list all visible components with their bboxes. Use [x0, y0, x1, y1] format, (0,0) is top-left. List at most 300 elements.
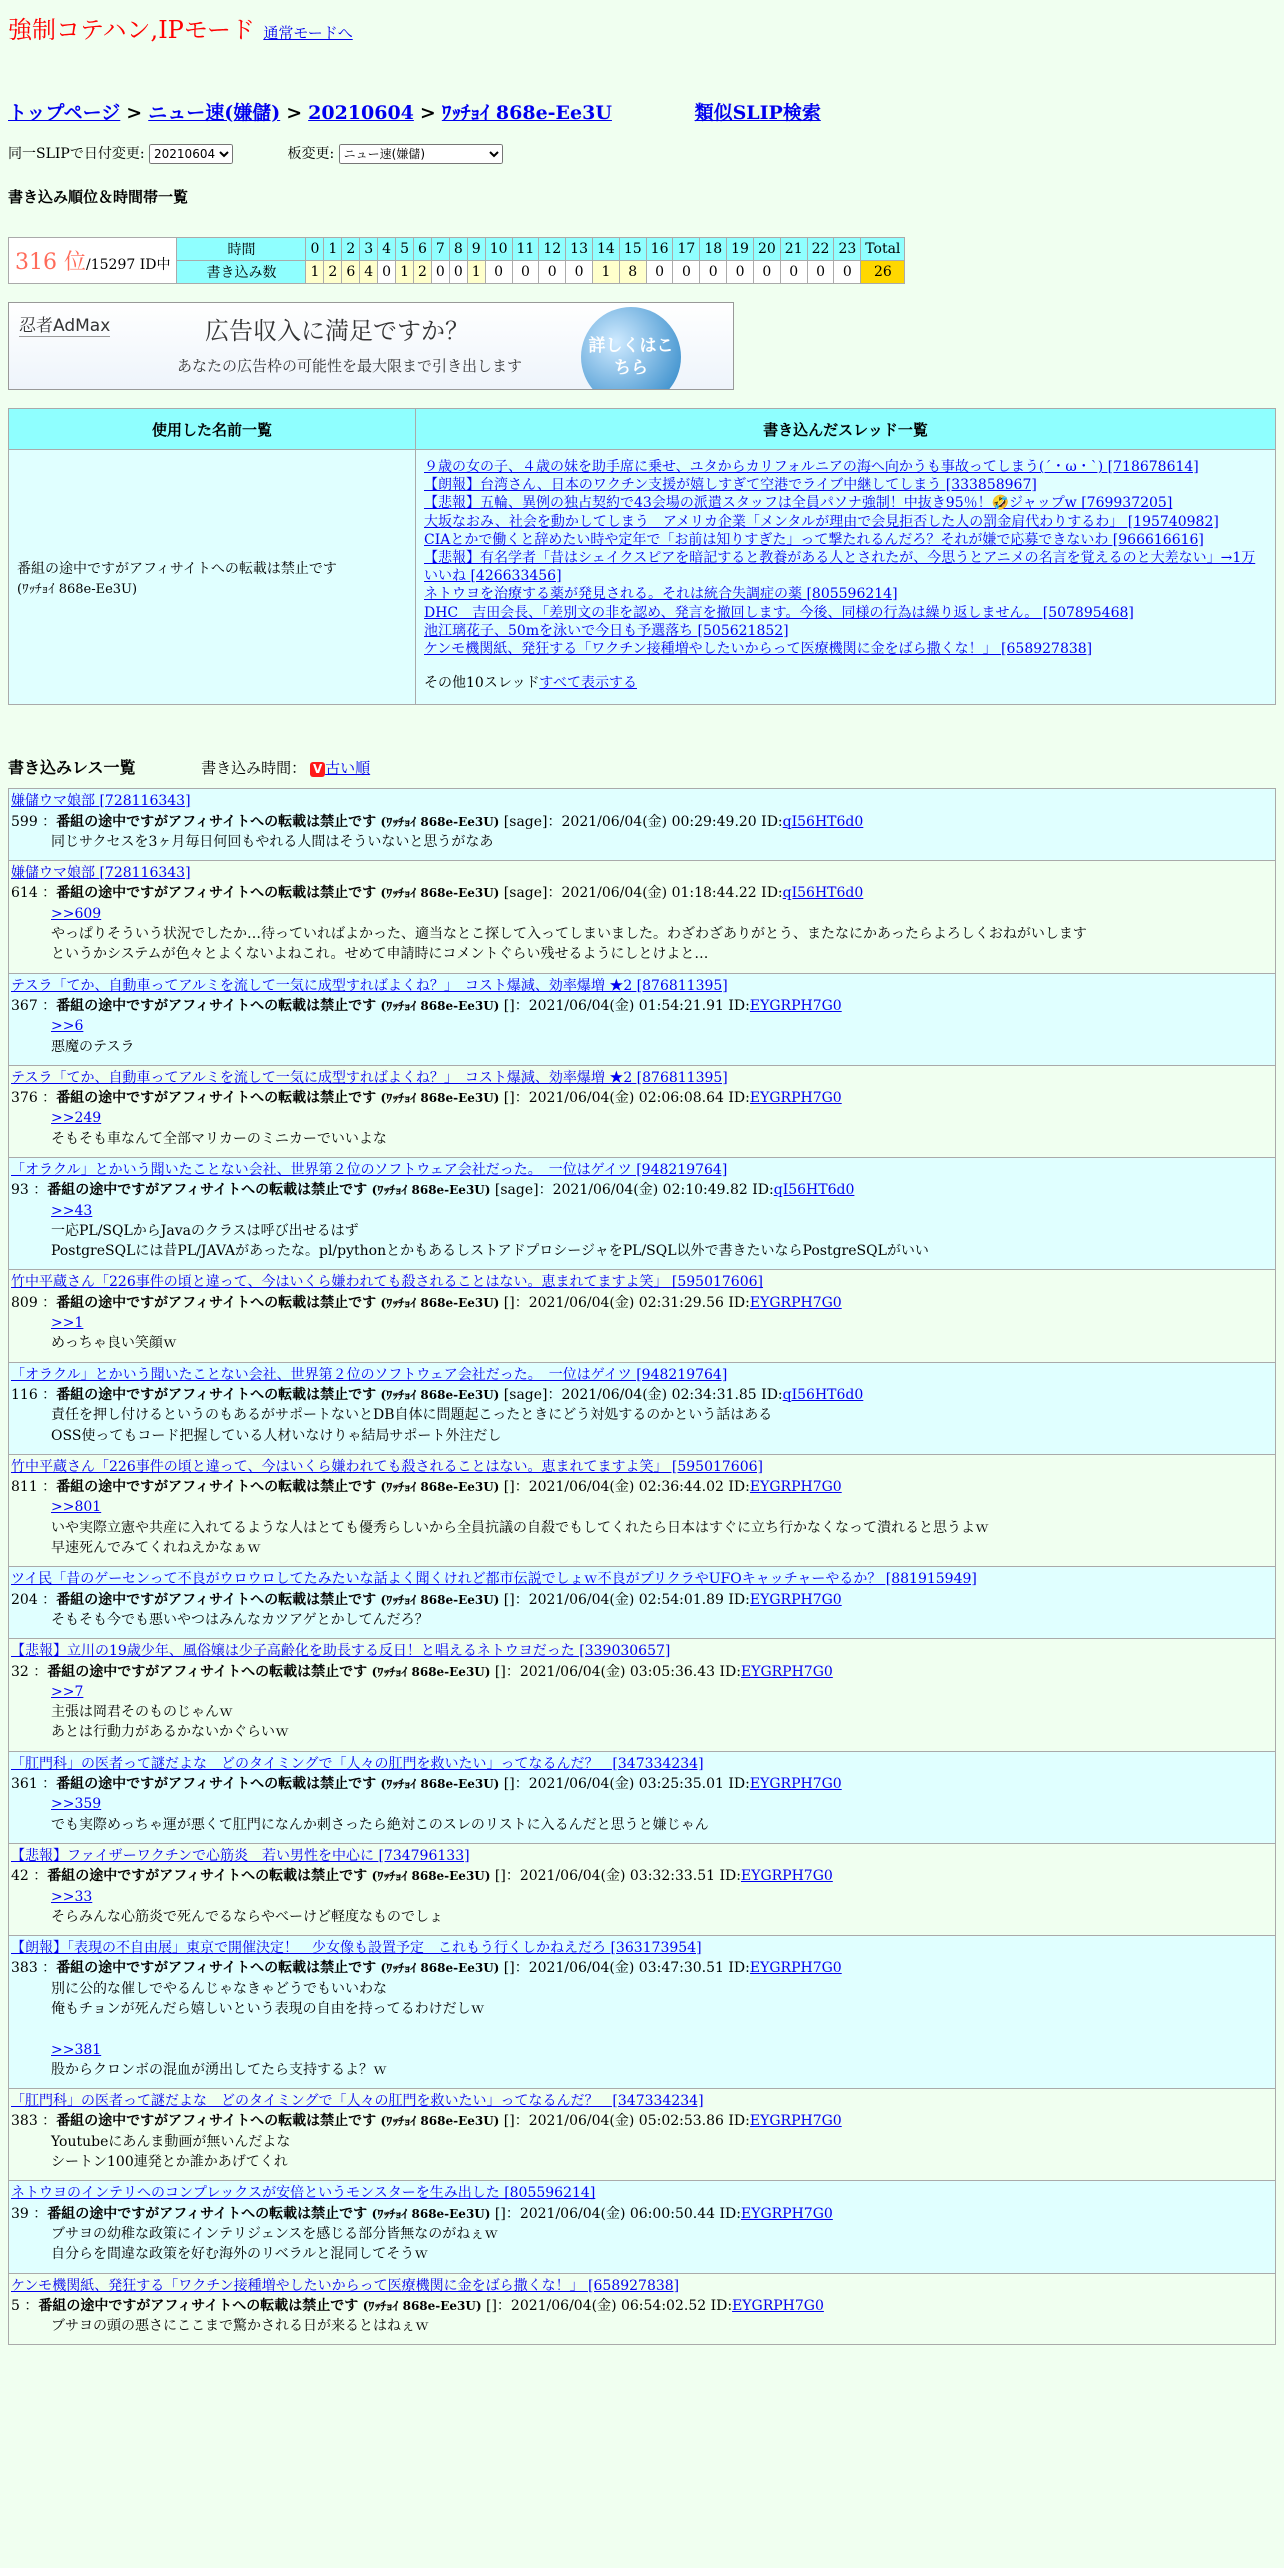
thread-link[interactable]: DHC 吉田会長、「差別文の非を認め、発言を撤回します。今後、同様の行為は繰り返しません。 [507895468]: [424, 604, 1134, 621]
hourly-post-table: [8, 237, 905, 284]
post-trip: (ﾜｯﾁｮｲ 868e-Ee3U): [380, 998, 500, 1013]
post-date-prefix: ：: [505, 1868, 520, 1885]
reply-anchor-link[interactable]: >>359: [51, 1796, 102, 1813]
post-name: 番組の途中ですがアフィサイトへの転載は禁止です: [56, 2113, 377, 2130]
post-id-prefix: ID:: [728, 997, 750, 1014]
post-name: 番組の途中ですがアフィサイトへの転載は禁止です: [56, 1479, 377, 1496]
thread-link[interactable]: ケンモ機関紙、発狂する「ワクチン接種増やしたいからって医療機関に金をばら撒くな！」 [658927838]: [424, 640, 1093, 657]
post-list: [8, 788, 1276, 2345]
used-name-id: (ﾜｯﾁｮｲ 868e-Ee3U): [17, 581, 138, 597]
post-body-line: 自分らを間違な政策を好む海外のリベラルと混同してそうｗ: [51, 2246, 429, 2263]
reply-anchor-link[interactable]: >>33: [51, 1888, 93, 1905]
post-id-link[interactable]: EYGRPH7G0: [749, 1294, 842, 1311]
post-body-line: 責任を押し付けるというのもあるがサポートないとDB自体に問題起こったときにどう対処するのかという話はある: [51, 1407, 773, 1424]
hour-cell: 0: [306, 238, 324, 261]
post-body-line: 悪魔のテスラ: [51, 1038, 135, 1055]
post-number: 42: [11, 1868, 29, 1885]
count-cell: 0: [700, 261, 727, 284]
post-id-link[interactable]: EYGRPH7G0: [749, 1960, 842, 1977]
count-cell: 0: [753, 261, 780, 284]
post-thread-link[interactable]: 「オラクル」とかいう聞いたことない会社、世界第２位のソフトウェア会社だった。 一位はゲイツ [948219764]: [11, 1366, 728, 1383]
date-change-label: 同一SLIPで日付変更:: [8, 146, 145, 162]
post-date-prefix: ：: [514, 2113, 529, 2130]
count-cell: 0: [449, 261, 467, 284]
post-body-line: そもそも今でも悪いやつはみんなカツアゲとかしてんだろ？: [51, 1611, 429, 1628]
similar-slip-search-link[interactable]: 類似SLIP検索: [694, 102, 821, 124]
post-name: 番組の途中ですがアフィサイトへの転載は禁止です: [56, 1960, 377, 1977]
count-cell: 0: [566, 261, 593, 284]
count-cell: 8: [619, 261, 646, 284]
reply-anchor-link[interactable]: >>7: [51, 1683, 84, 1700]
post-id-link[interactable]: EYGRPH7G0: [749, 997, 842, 1014]
post-body: [11, 1201, 1273, 1262]
count-cell: 0: [780, 261, 807, 284]
count-cell: 0: [431, 261, 449, 284]
post-trip: (ﾜｯﾁｮｲ 868e-Ee3U): [380, 1592, 500, 1607]
hour-cell: 4: [378, 238, 396, 261]
post-thread-link[interactable]: 【悲報】ファイザーワクチンで心筋炎 若い男性を中心に [734796133]: [11, 1847, 470, 1864]
thread-link[interactable]: 【悲報】五輪、異例の独占契約で43会場の派遣スタッフは全員パソナ強制！中抜き95％！🤣ジャップw [769937205]: [424, 495, 1173, 512]
mode-title: 強制コテハン,IPモード: [8, 16, 255, 44]
post-item: [8, 1065, 1276, 1158]
used-name: 番組の途中ですがアフィサイトへの転載は禁止です: [17, 560, 337, 577]
names-header: 使用した名前一覧: [9, 409, 416, 450]
ad-headline: 広告収入に満足ですか？: [205, 317, 469, 345]
count-cell: 4: [360, 261, 378, 284]
post-body-line: そらみんな心筋炎で死んでるならやべーけど軽度なものでしょ: [51, 1908, 443, 1925]
post-body: [11, 1979, 1273, 2080]
count-cell: 0: [485, 261, 512, 284]
date-select[interactable]: [149, 144, 233, 164]
post-id-link[interactable]: EYGRPH7G0: [749, 1591, 842, 1608]
post-mail: []: [503, 1479, 515, 1496]
threads-more-prefix: その他10スレッド: [424, 675, 540, 692]
post-number: 376: [11, 1090, 38, 1107]
post-header: 32 ：番組の途中ですがアフィサイトへの転載は禁止です (ﾜｯﾁｮｲ 868e-Ee3U) []：2021/06/04(金) 03:05:36.43 ID:EYGRPH7G0: [11, 1663, 833, 1680]
post-thread-link[interactable]: 「肛門科」の医者って謎だよな どのタイミングで「人々の肛門を救いたい」ってなるんだ？ [347334234]: [11, 2093, 704, 2110]
hour-cell: 15: [619, 238, 646, 261]
post-body: [11, 1497, 1273, 1558]
post-item: [8, 1935, 1276, 2089]
post-date-prefix: ：: [505, 1663, 520, 1680]
post-date-prefix: ：: [514, 1090, 529, 1107]
post-date: 2021/06/04(金) 03:25:35.01: [528, 1776, 724, 1793]
post-number: 93: [11, 1182, 29, 1199]
rank-total: /15297 ID中: [86, 257, 171, 273]
post-date-prefix: ：: [514, 1960, 529, 1977]
post-number: 39: [11, 2205, 29, 2222]
post-date: 2021/06/04(金) 06:00:50.44: [519, 2205, 716, 2222]
post-body-line: OSS使ってもコード把握している人材いなけりゃ結局サポート外注だし: [51, 1427, 502, 1444]
post-number: 367: [11, 997, 38, 1014]
post-thread-link[interactable]: ケンモ機関紙、発狂する「ワクチン接種増やしたいからって医療機関に金をばら撒くな！」 [658927838]: [11, 2277, 680, 2294]
post-thread-link[interactable]: ツイ民「昔のゲーセンって不良がウロウロしてたみたいな話よく聞くけれど都市伝説でしょｗ不良がプリクラやUFOキャッチャーやるか？ [881915949]: [11, 1571, 977, 1588]
post-date: 2021/06/04(金) 00:29:49.20: [561, 813, 757, 830]
post-thread-link[interactable]: 「肛門科」の医者って謎だよな どのタイミングで「人々の肛門を救いたい」ってなるんだ？ [347334234]: [11, 1755, 704, 1772]
post-body-line: 同じサクセスを3ヶ月毎日何回もやれる人間はそういないと思うがなあ: [51, 833, 494, 850]
post-item: [8, 973, 1276, 1066]
thread-link[interactable]: 大坂なおみ、社会を動かしてしまう アメリカ企業「メンタルが理由で会見拒否した人の罰金肩代わりするわ」 [195740982]: [424, 513, 1219, 530]
hour-cell: 22: [807, 238, 834, 261]
post-mail: []: [494, 1663, 506, 1680]
post-date: 2021/06/04(金) 03:47:30.51: [528, 1960, 724, 1977]
post-body: [11, 1313, 1273, 1354]
post-number: 32: [11, 1663, 29, 1680]
post-date: 2021/06/04(金) 02:34:31.85: [561, 1386, 757, 1403]
post-trip: (ﾜｯﾁｮｲ 868e-Ee3U): [380, 1961, 500, 1976]
post-date: 2021/06/04(金) 02:36:44.02: [528, 1479, 724, 1496]
count-cell: 1: [593, 261, 620, 284]
post-number: 204: [11, 1591, 38, 1608]
reply-anchor-link[interactable]: >>801: [51, 1499, 102, 1516]
post-id-link[interactable]: qI56HT6d0: [782, 885, 864, 902]
post-item: [8, 1269, 1276, 1362]
post-mail: []: [503, 997, 515, 1014]
post-date-prefix: ：: [496, 2297, 511, 2314]
post-thread-link[interactable]: 嫌儲ウマ娘部 [728116343]: [11, 865, 191, 882]
crumb-board[interactable]: ニュー速(嫌儲): [148, 102, 281, 124]
post-header: 383 ：番組の途中ですがアフィサイトへの転載は禁止です (ﾜｯﾁｮｲ 868e-Ee3U) []：2021/06/04(金) 05:02:53.86 ID:EYGRPH7G0: [11, 2113, 842, 2130]
post-id-prefix: ID:: [710, 2297, 733, 2314]
post-name: 番組の途中ですがアフィサイトへの転載は禁止です: [56, 813, 377, 830]
post-header: 42 ：番組の途中ですがアフィサイトへの転載は禁止です (ﾜｯﾁｮｲ 868e-Ee3U) []：2021/06/04(金) 03:32:33.51 ID:EYGRPH7G0: [11, 1868, 833, 1885]
post-id-prefix: ID:: [761, 813, 783, 830]
post-date-prefix: ：: [505, 2205, 520, 2222]
post-body-line: ブサヨの頭の悪さにここまで驚かされる日が来るとはねぇｗ: [51, 2318, 429, 2335]
post-body-line: いや実際立憲や共産に入れてるような人はとても優秀らしいから全員抗議の自殺でもしてくれたら日本はすぐに立ち行かなくなって潰れると思うよｗ: [51, 1519, 989, 1536]
time-row-label: 時間: [177, 238, 306, 261]
post-id-link[interactable]: EYGRPH7G0: [749, 1479, 842, 1496]
post-date: 2021/06/04(金) 01:54:21.91: [528, 997, 724, 1014]
post-header: 204 ：番組の途中ですがアフィサイトへの転載は禁止です (ﾜｯﾁｮｲ 868e-Ee3U) []：2021/06/04(金) 02:54:01.89 ID:EYGRPH7G0: [11, 1591, 842, 1608]
post-header: 811 ：番組の途中ですがアフィサイトへの転載は禁止です (ﾜｯﾁｮｲ 868e-Ee3U) []：2021/06/04(金) 02:36:44.02 ID:EYGRPH7G0: [11, 1479, 842, 1496]
res-list-title: 書き込みレス一覧: [8, 758, 136, 778]
crumb-separator: >: [126, 102, 143, 124]
post-name: 番組の途中ですがアフィサイトへの転載は禁止です: [47, 2205, 368, 2222]
time-order-label: 書き込み時間：: [201, 759, 307, 778]
hour-cell: 2: [342, 238, 360, 261]
post-thread-link[interactable]: 嫌儲ウマ娘部 [728116343]: [11, 793, 191, 810]
board-select[interactable]: [339, 144, 503, 164]
hour-cell: 20: [753, 238, 780, 261]
post-trip: (ﾜｯﾁｮｲ 868e-Ee3U): [371, 2206, 491, 2221]
post-body-line: 俺もチョンが死んだら嬉しいという表現の自由を持ってるわけだしｗ: [51, 2000, 485, 2017]
post-id-link[interactable]: qI56HT6d0: [773, 1182, 855, 1199]
count-row-label: 書き込み数: [177, 261, 306, 284]
post-body: [11, 832, 1273, 852]
post-id-link[interactable]: EYGRPH7G0: [749, 1776, 842, 1793]
hour-total-header: Total: [861, 238, 905, 261]
post-trip: (ﾜｯﾁｮｲ 868e-Ee3U): [371, 1183, 491, 1198]
hour-cell: 10: [485, 238, 512, 261]
post-body-line: PostgreSQLには昔PL/JAVAがあったな。pl/pythonとかもあるしストアドプロシージャをPL/SQL以外で書きたいならPostgreSQLがいい: [51, 1243, 929, 1260]
post-header: 809 ：番組の途中ですがアフィサイトへの転載は禁止です (ﾜｯﾁｮｲ 868e-Ee3U) []：2021/06/04(金) 02:31:29.56 ID:EYGRPH7G0: [11, 1294, 842, 1311]
crumb-separator: >: [286, 102, 303, 124]
post-mail: []: [494, 1868, 506, 1885]
thread-link[interactable]: ネトウヨを治療する薬が発見される。それは統合失調症の薬 [805596214]: [424, 586, 898, 603]
post-thread-link[interactable]: 「オラクル」とかいう聞いたことない会社、世界第２位のソフトウェア会社だった。 一位はゲイツ [948219764]: [11, 1162, 728, 1178]
post-date-prefix: ：: [514, 1591, 529, 1608]
hour-cell: 17: [673, 238, 700, 261]
post-header: 93 ：番組の途中ですがアフィサイトへの転載は禁止です (ﾜｯﾁｮｲ 868e-Ee3U) [sage]：2021/06/04(金) 02:10:49.82 ID:qI56HT6d0: [11, 1182, 855, 1199]
thread-link[interactable]: 【悲報】有名学者「昔はシェイクスピアを暗記すると教養がある人とされたが、今思うとアニメの名言を覚えるのと大差ない」→1万いいね [426633456]: [424, 549, 1256, 585]
post-mail: [sage]: [503, 885, 548, 902]
post-date: 2021/06/04(金) 02:06:08.64: [528, 1090, 724, 1107]
post-id-prefix: ID:: [761, 885, 783, 902]
post-trip: (ﾜｯﾁｮｲ 868e-Ee3U): [380, 1091, 500, 1106]
thread-link[interactable]: 【朗報】台湾さん、日本のワクチン支援が嬉しすぎて空港でライブ中継してしまう [333858967]: [424, 477, 1037, 494]
post-thread-link[interactable]: 【悲報】立川の19歳少年、風俗嬢は少子高齢化を助長する反日！と唱えるネトウヨだった [339030657]: [11, 1643, 671, 1660]
hour-cell: 12: [539, 238, 566, 261]
names-threads-table: [8, 408, 1276, 705]
post-header: 599 ：番組の途中ですがアフィサイトへの転載は禁止です (ﾜｯﾁｮｲ 868e-Ee3U) [sage]：2021/06/04(金) 00:29:49.20 ID:qI56HT6d0: [11, 813, 864, 830]
hour-cell: 21: [780, 238, 807, 261]
post-number: 383: [11, 1960, 38, 1977]
post-date-prefix: ：: [547, 1386, 562, 1403]
post-date: 2021/06/04(金) 02:31:29.56: [528, 1294, 724, 1311]
post-item: [8, 1362, 1276, 1455]
post-thread-link[interactable]: 竹中平蔵さん「226事件の頃と違って、今はいくら嫌われても殺されることはない。恵まれてますよ笑」 [595017606]: [11, 1274, 763, 1291]
hour-cell: 1: [324, 238, 342, 261]
post-body-line: というかシステムが色々とよくないよねこれ。せめて申請時にコメントぐらい残せるようにしとけよと…: [51, 946, 709, 963]
post-date: 2021/06/04(金) 02:54:01.89: [528, 1591, 724, 1608]
reply-anchor-link[interactable]: >>6: [51, 1018, 84, 1035]
post-date: 2021/06/04(金) 01:18:44.22: [561, 885, 757, 902]
post-mail: []: [485, 2297, 497, 2314]
post-id-prefix: ID:: [728, 1960, 750, 1977]
count-cell: 0: [512, 261, 539, 284]
post-item: [8, 788, 1276, 861]
post-number: 116: [11, 1386, 38, 1403]
post-number: 383: [11, 2113, 38, 2130]
count-cell: 2: [414, 261, 432, 284]
post-header: 367 ：番組の途中ですがアフィサイトへの転載は禁止です (ﾜｯﾁｮｲ 868e-Ee3U) []：2021/06/04(金) 01:54:21.91 ID:EYGRPH7G0: [11, 997, 842, 1014]
post-date-prefix: ：: [514, 1294, 529, 1311]
hour-cell: 8: [449, 238, 467, 261]
post-id-link[interactable]: qI56HT6d0: [782, 1386, 864, 1403]
count-cell: 1: [306, 261, 324, 284]
post-header: 116 ：番組の途中ですがアフィサイトへの転載は禁止です (ﾜｯﾁｮｲ 868e-Ee3U) [sage]：2021/06/04(金) 02:34:31.85 ID:qI56HT6d0: [11, 1386, 864, 1403]
post-date: 2021/06/04(金) 03:32:33.51: [519, 1868, 716, 1885]
post-date-prefix: ：: [538, 1182, 553, 1199]
crumb-slip[interactable]: ﾜｯﾁｮｲ 868e-Ee3U: [441, 102, 612, 124]
post-body-line: そもそも車なんて全部マリカーのミニカーでいいよな: [51, 1130, 387, 1147]
count-cell: 1: [396, 261, 414, 284]
hour-cell: 19: [727, 238, 754, 261]
post-item: [8, 1638, 1276, 1751]
post-id-link[interactable]: qI56HT6d0: [782, 813, 864, 830]
rank-cell: [9, 238, 177, 284]
post-name: 番組の途中ですがアフィサイトへの転載は禁止です: [56, 885, 377, 902]
threads-more: [424, 674, 1267, 692]
post-body: [11, 904, 1273, 965]
count-cell: 0: [673, 261, 700, 284]
post-mail: []: [503, 2113, 515, 2130]
post-number: 599: [11, 813, 38, 830]
crumb-top[interactable]: トップページ: [8, 102, 121, 124]
post-mail: []: [503, 1591, 515, 1608]
threads-cell: [416, 450, 1276, 705]
post-item: [8, 2273, 1276, 2346]
post-id-link[interactable]: EYGRPH7G0: [740, 2205, 833, 2222]
count-cell: 2: [324, 261, 342, 284]
post-name: 番組の途中ですがアフィサイトへの転載は禁止です: [47, 1868, 368, 1885]
reply-anchor-link[interactable]: >>381: [51, 2041, 102, 2058]
post-id-link[interactable]: EYGRPH7G0: [749, 1090, 842, 1107]
crumb-separator: >: [419, 102, 436, 124]
post-name: 番組の途中ですがアフィサイトへの転載は禁止です: [47, 1182, 368, 1199]
post-item: [8, 860, 1276, 973]
count-cell: 0: [727, 261, 754, 284]
post-id-link[interactable]: EYGRPH7G0: [749, 2113, 842, 2130]
post-trip: (ﾜｯﾁｮｲ 868e-Ee3U): [380, 1777, 500, 1792]
post-name: 番組の途中ですがアフィサイトへの転載は禁止です: [56, 1294, 377, 1311]
thread-link[interactable]: 池江璃花子、50mを泳いで今日も予選落ち [505621852]: [424, 622, 789, 639]
reply-anchor-link[interactable]: >>1: [51, 1315, 84, 1332]
post-body-line: Youtubeにあんま動画が無いんだよな: [51, 2133, 291, 2150]
controls-row: [8, 143, 1276, 164]
post-thread-link[interactable]: テスラ「てか、自動車ってアルミを流して一気に成型すればよくね？」 コスト爆減、効率爆増 ★2 [876811395]: [11, 977, 728, 994]
post-number: 361: [11, 1776, 38, 1793]
res-list-header: [8, 755, 1276, 778]
post-trip: (ﾜｯﾁｮｲ 868e-Ee3U): [380, 886, 500, 901]
post-item: [8, 2088, 1276, 2181]
normal-mode-link[interactable]: 通常モードへ: [263, 24, 353, 42]
post-name: 番組の途中ですがアフィサイトへの転載は禁止です: [56, 1090, 377, 1107]
post-date: 2021/06/04(金) 03:05:36.43: [519, 1663, 716, 1680]
post-item: [8, 1751, 1276, 1844]
post-thread-link[interactable]: テスラ「てか、自動車ってアルミを流して一気に成型すればよくね？」 コスト爆減、効率爆増 ★2 [876811395]: [11, 1069, 728, 1086]
post-body: [11, 1405, 1273, 1446]
post-id-link[interactable]: EYGRPH7G0: [740, 1868, 833, 1885]
post-date: 2021/06/04(金) 06:54:02.52: [510, 2297, 707, 2314]
rank-heading: 書き込み順位＆時間帯一覧: [8, 188, 189, 206]
post-body-line: あとは行動力があるかないかぐらいｗ: [51, 1724, 289, 1741]
ad-banner[interactable]: [8, 302, 734, 390]
post-body-line: 股からクロンボの混血が湧出してたら支持するよ？ｗ: [51, 2061, 387, 2078]
post-body: [11, 2224, 1273, 2265]
post-mail: []: [503, 1960, 515, 1977]
post-mail: [sage]: [503, 1386, 548, 1403]
post-mail: []: [494, 2205, 506, 2222]
post-mail: []: [503, 1090, 515, 1107]
post-thread-link[interactable]: ネトウヨのインテリへのコンプレックスが安倍というモンスターを生み出した [805596214]: [11, 2185, 596, 2202]
post-body: [11, 1887, 1273, 1928]
count-total-cell: 26: [861, 261, 905, 284]
post-body-line: ブサヨの幼稚な政策にインテリジェンスを感じる部分皆無なのがねぇｗ: [51, 2225, 499, 2242]
breadcrumb: [8, 98, 1276, 125]
thread-link[interactable]: CIAとかで働くと辞めたい時や定年で「お前は知りすぎた」って撃たれるんだろ？それが嫌で応募できないわ [966616616]: [424, 531, 1204, 548]
post-date-prefix: ：: [514, 1479, 529, 1496]
oldest-first-link[interactable]: 古い順: [325, 759, 371, 778]
post-body-line: 主張は岡君そのものじゃんｗ: [51, 1704, 233, 1721]
threads-header: 書き込んだスレッド一覧: [416, 409, 1276, 450]
post-thread-link[interactable]: 竹中平蔵さん「226事件の頃と違って、今はいくら嫌われても殺されることはない。恵まれてますよ笑」 [595017606]: [11, 1458, 763, 1475]
post-body-line: でも実際めっちゃ運が悪くて肛門になんか刺さったら絶対このスレのリストに入るんだと思うと嫌じゃん: [51, 1816, 709, 1833]
post-item: [8, 1157, 1276, 1270]
post-header: 39 ：番組の途中ですがアフィサイトへの転載は禁止です (ﾜｯﾁｮｲ 868e-Ee3U) []：2021/06/04(金) 06:00:50.44 ID:EYGRPH7G0: [11, 2205, 833, 2222]
reply-anchor-link[interactable]: >>609: [51, 905, 102, 922]
post-mail: [sage]: [494, 1182, 539, 1199]
hour-cell: 6: [414, 238, 432, 261]
post-trip: (ﾜｯﾁｮｲ 868e-Ee3U): [371, 1664, 491, 1679]
post-body: [11, 1610, 1273, 1630]
post-number: 5: [11, 2297, 20, 2314]
post-date: 2021/06/04(金) 05:02:53.86: [528, 2113, 724, 2130]
post-number: 614: [11, 885, 38, 902]
post-id-prefix: ID:: [728, 1591, 750, 1608]
crumb-date[interactable]: 20210604: [308, 102, 414, 124]
post-body-line: シートン100連発とか誰かあげてくれ: [51, 2154, 288, 2171]
hour-cell: 3: [360, 238, 378, 261]
post-item: [8, 1843, 1276, 1936]
rank-value: 316 位: [15, 250, 86, 275]
post-id-prefix: ID:: [728, 1294, 750, 1311]
hour-cell: 7: [431, 238, 449, 261]
reply-anchor-link[interactable]: >>249: [51, 1110, 102, 1127]
post-id-prefix: ID:: [719, 1663, 741, 1680]
post-thread-link[interactable]: 【朗報】「表現の不自由展」東京で開催決定！ 少女像も設置予定 これもう行くしかねえだろ [363173954]: [11, 1940, 702, 1957]
post-item: [8, 1566, 1276, 1639]
post-mail: []: [503, 1294, 515, 1311]
post-trip: (ﾜｯﾁｮｲ 868e-Ee3U): [380, 1480, 500, 1495]
post-name: 番組の途中ですがアフィサイトへの転載は禁止です: [56, 1776, 377, 1793]
hour-cell: 14: [593, 238, 620, 261]
post-id-prefix: ID:: [719, 1868, 741, 1885]
post-date-prefix: ：: [547, 885, 562, 902]
post-header: 383 ：番組の途中ですがアフィサイトへの転載は禁止です (ﾜｯﾁｮｲ 868e-Ee3U) []：2021/06/04(金) 03:47:30.51 ID:EYGRPH7G0: [11, 1960, 842, 1977]
post-id-link[interactable]: EYGRPH7G0: [740, 1663, 833, 1680]
post-date-prefix: ：: [547, 813, 562, 830]
post-number: 811: [11, 1479, 38, 1496]
show-all-threads-link[interactable]: すべて表示する: [539, 675, 637, 692]
hour-cell: 23: [834, 238, 861, 261]
hour-cell: 9: [467, 238, 485, 261]
post-id-prefix: ID:: [752, 1182, 774, 1199]
thread-link[interactable]: ９歳の女の子、４歳の妹を助手席に乗せ、ユタからカリフォルニアの海へ向かうも事故ってしまう(´・ω・`) [71867861​4]: [424, 459, 1199, 475]
post-mail: [sage]: [503, 813, 548, 830]
post-header: 361 ：番組の途中ですがアフィサイトへの転載は禁止です (ﾜｯﾁｮｲ 868e-Ee3U) []：2021/06/04(金) 03:25:35.01 ID:EYGRPH7G0: [11, 1776, 842, 1793]
post-header: 614 ：番組の途中ですがアフィサイトへの転載は禁止です (ﾜｯﾁｮｲ 868e-Ee3U) [sage]：2021/06/04(金) 01:18:44.22 ID:qI56HT6d0: [11, 885, 864, 902]
sort-down-icon[interactable]: V: [310, 762, 325, 777]
hour-cell: 5: [396, 238, 414, 261]
post-name: 番組の途中ですがアフィサイトへの転載は禁止です: [47, 1663, 368, 1680]
post-date: 2021/06/04(金) 02:10:49.82: [552, 1182, 748, 1199]
post-trip: (ﾜｯﾁｮｲ 868e-Ee3U): [380, 1295, 500, 1310]
reply-anchor-link[interactable]: >>43: [51, 1202, 93, 1219]
post-body: [11, 1682, 1273, 1743]
post-name: 番組の途中ですがアフィサイトへの転載は禁止です: [38, 2297, 359, 2314]
post-id-prefix: ID:: [719, 2205, 741, 2222]
post-number: 809: [11, 1294, 38, 1311]
names-cell: [9, 450, 416, 705]
post-item: [8, 2180, 1276, 2273]
board-change-label: 板変更:: [287, 146, 335, 162]
post-trip: (ﾜｯﾁｮｲ 868e-Ee3U): [380, 2114, 500, 2129]
post-name: 番組の途中ですがアフィサイトへの転載は禁止です: [56, 1386, 377, 1403]
post-id-prefix: ID:: [728, 1090, 750, 1107]
ad-details-button[interactable]: 詳しくはこちら: [581, 307, 681, 390]
post-trip: (ﾜｯﾁｮｲ 868e-Ee3U): [380, 1387, 500, 1402]
post-id-prefix: ID:: [728, 2113, 750, 2130]
post-item: [8, 1454, 1276, 1567]
count-cell: 0: [834, 261, 861, 284]
post-id-prefix: ID:: [761, 1386, 783, 1403]
post-id-link[interactable]: EYGRPH7G0: [732, 2297, 824, 2314]
hour-cell: 13: [566, 238, 593, 261]
post-name: 番組の途中ですがアフィサイトへの転載は禁止です: [56, 1591, 377, 1608]
post-body: [11, 2316, 1273, 2336]
